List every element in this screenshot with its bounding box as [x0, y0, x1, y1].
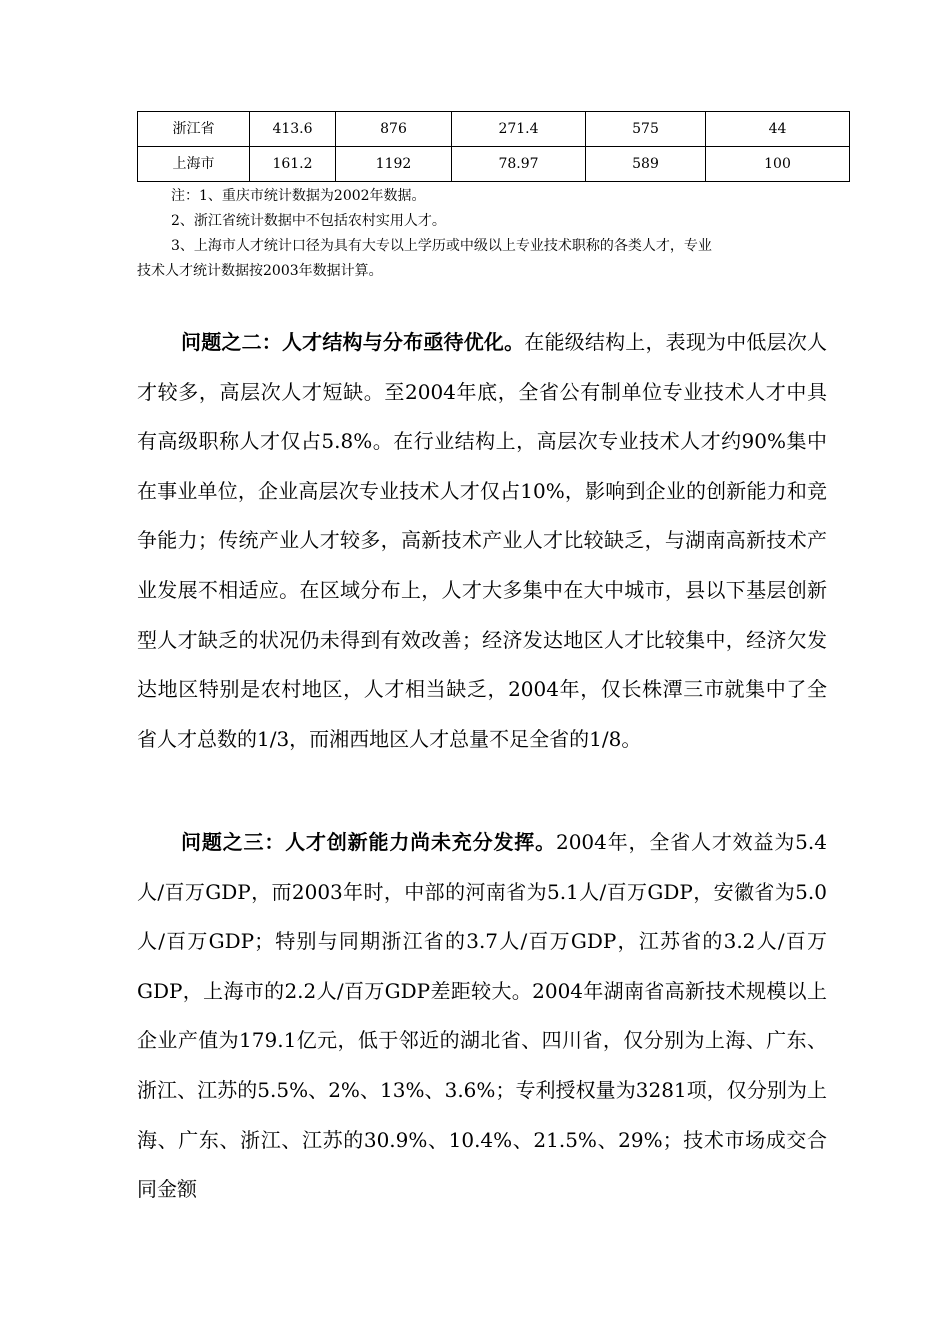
table-notes — [137, 184, 837, 284]
table-row — [138, 112, 850, 147]
note-line: 2、浙江省统计数据中不包括农村实用人才。 — [171, 213, 446, 229]
paragraph-heading: 问题之三：人才创新能力尚未充分发挥。 — [181, 830, 556, 854]
table-cell: 44 — [706, 112, 850, 147]
note-line: 注：1、重庆市统计数据为2002年数据。 — [171, 188, 426, 204]
note-line: 技术人才统计数据按2003年数据计算。 — [137, 263, 383, 279]
table-cell: 100 — [706, 147, 850, 182]
table-row — [138, 147, 850, 182]
paragraph-innovation — [137, 818, 827, 1215]
table-cell: 78.97 — [452, 147, 586, 182]
statistics-table — [137, 111, 850, 182]
table-cell: 上海市 — [138, 147, 250, 182]
paragraph-structure — [137, 318, 827, 764]
paragraph-body: 2004年，全省人才效益为5.4人/百万GDP，而2003年时，中部的河南省为5.1人/百万GDP，安徽省为5.0人/百万GDP；特别与同期浙江省的3.7人/百万GDP，江苏省的3.2人/百万GDP，上海市的2.2人/百万GDP差距较大。2004年湖南省高新技术规模以上企业产值为179.1亿元，低于邻近的湖北省、四川省，仅分别为上海、广东、浙江、江苏的5.5%、2%、13%、3.6%；专利授权量为3281项，仅分别为上海、广东、浙江、江苏的30.9%、10.4%、21.5%、29%；技术市场成交合同金额 — [137, 830, 827, 1202]
table-cell: 271.4 — [452, 112, 586, 147]
table-cell: 1192 — [336, 147, 452, 182]
table-cell: 876 — [336, 112, 452, 147]
paragraph-body: 在能级结构上，表现为中低层次人才较多，高层次人才短缺。至2004年底，全省公有制单位专业技术人才中具有高级职称人才仅占5.8%。在行业结构上，高层次专业技术人才约90%集中在事业单位，企业高层次专业技术人才仅占10%，影响到企业的创新能力和竞争能力；传统产业人才较多，高新技术产业人才比较缺乏，与湖南高新技术产业发展不相适应。在区域分布上，人才大多集中在大中城市，县以下基层创新型人才缺乏的状况仍未得到有效改善；经济发达地区人才比较集中，经济欠发达地区特别是农村地区，人才相当缺乏，2004年，仅长株潭三市就集中了全省人才总数的1/3，而湘西地区人才总量不足全省的1/8。 — [137, 330, 828, 751]
table-cell: 413.6 — [250, 112, 336, 147]
table-cell: 浙江省 — [138, 112, 250, 147]
note-line: 3、上海市人才统计口径为具有大专以上学历或中级以上专业技术职称的各类人才，专业 — [171, 238, 712, 254]
paragraph-heading: 问题之二：人才结构与分布亟待优化。 — [181, 330, 525, 354]
table-cell: 589 — [586, 147, 706, 182]
table-cell: 575 — [586, 112, 706, 147]
table-cell: 161.2 — [250, 147, 336, 182]
